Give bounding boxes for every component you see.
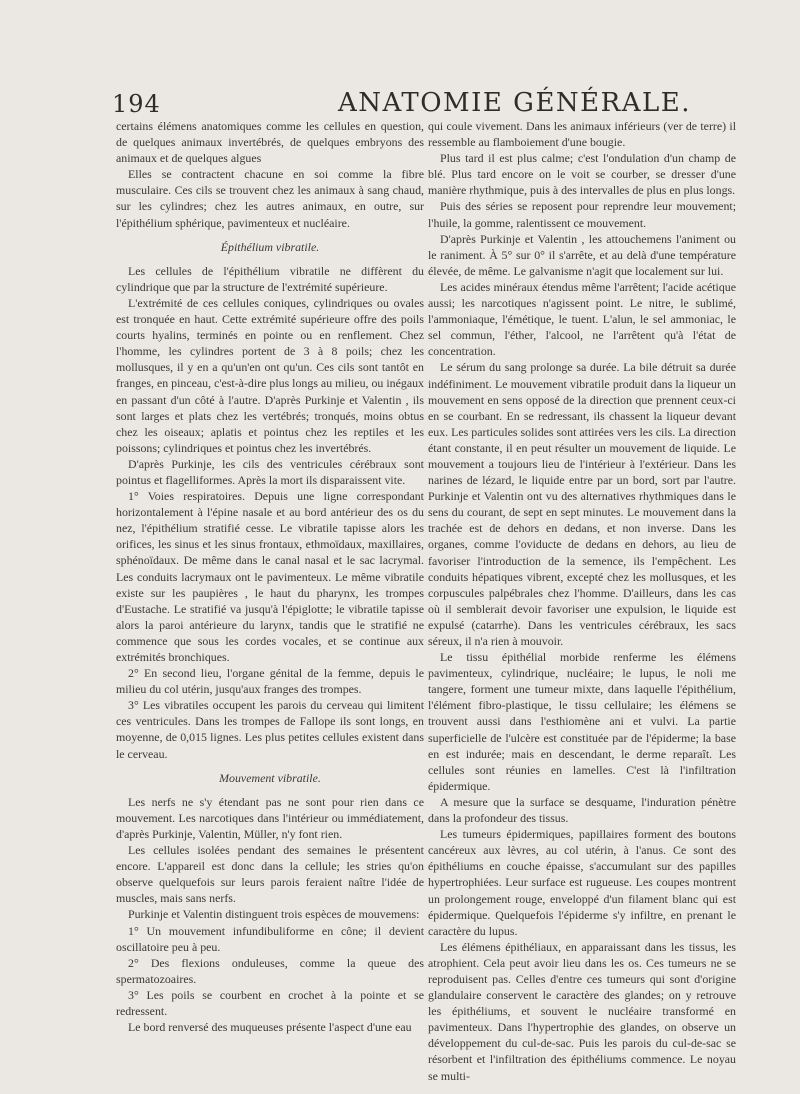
paragraph: 1° Un mouvement infundibuliforme en cône; il devient oscillatoire peu à peu. [116,923,424,954]
paragraph: Elles se contractent chacune en soi comme la fibre musculaire. Ces cils se trouvent chez les animaux à sang chaud, sur les cylindres; chez les autres animaux, en outre, sur l'épithélium sphérique, pavimenteux et nucléaire. [116,167,424,230]
paragraph: Le bord renversé des muqueuses présente l'aspect d'une eau [128,1020,412,1035]
paragraph: D'après Purkinje, les cils des ventricules cérébraux sont pointus et flagelliformes. Après la mort ils disparaissent vite. [116,456,424,487]
running-title: ANATOMIE GÉNÉRALE. [338,88,692,118]
page-number: 194 [112,90,161,118]
paragraph: 3° Les vibratiles occupent les parois du cerveau qui limitent ces ventricules. Dans les trompes de Fallope ils sont longs, en moyenne, de 0,015 lignes. Les plus petites cellules existent dans le cerveau. [116,698,424,761]
paragraph: Les acides minéraux étendus même l'arrêtent; l'acide acétique aussi; les narcotiques n'agissent point. Le nitre, le sublimé, l'ammoniaque, l'émétique, le tuent. L'alun, le sel ammoniac, le sel commun, l'éther, l'alcool, ne l'arrêtent qu'à l'état de concentration. [428,279,736,359]
section-heading: Épithélium vibratile. [220,239,320,254]
right-column [428,118,736,1084]
paragraph: Les tumeurs épidermiques, papillaires forment des boutons cancéreux aux lèvres, au col utérin, à l'anus. Ce sont des épithéliums en couche épaisse, s'accumulant sur des papilles hypertrophiées. Leur surface est rugueuse. Les coupes montrent un prolongement rouge, enveloppé d'un filament blanc qui est épidermique. Quelquefois l'épiderme s'y infiltre, en prenant le caractère du lupus. [428,827,736,938]
paragraph: Les élémens épithéliaux, en apparaissant dans les tissus, les atrophient. Cela peut avoir lieu dans les os. Ces tumeurs ne se reproduisent pas. Celles d'entre ces tumeurs qui sont d'origine glandulaire conservent le caractère des glandes; on y retrouve les épithéliums, et souvent le nucléaire transformé en pavimenteux. Dans l'hypertrophie des glandes, on observe un développement du cul-de-sac. Puis les parois du cul-de-sac se résorbent et l'infiltration des épithéliums commence. Le noyau se multi- [428,939,736,1083]
paragraph: Les cellules de l'épithélium vibratile ne diffèrent du cylindrique que par la structure de l'extrémité supérieure. [116,263,424,294]
paragraph: Les nerfs ne s'y étendant pas ne sont pour rien dans ce mouvement. Les narcotiques dans l'intérieur ou immédiatement, d'après Purkinje, Valentin, Müller, n'y font rien. [116,794,424,841]
paragraph: 3° Les poils se courbent en crochet à la pointe et se redressent. [116,987,424,1018]
paragraph: Le tissu épithélial morbide renferme les élémens pavimenteux, cylindrique, nucléaire; le lupus, le noli me tangere, forment une tumeur mixte, dans laquelle l'épithélium, l'élément fibro-plastique, le tissu cellulaire; les élémens se trouvent aussi dans l'esthiomène ani et vulvi. La partie superficielle de l'ulcère est constituée par de l'épiderme; la base en est indurée; mais en descendant, le derme reparaît. Les cellules sont réunies en lamelles. C'est là l'infiltration épidermique. [428,650,736,793]
paragraph: Le sérum du sang prolonge sa durée. La bile détruit sa durée indéfiniment. Le mouvement vibratile produit dans la liqueur un mouvement en sens opposé de la direction que prennent ceux-ci en se courbant. En se redressant, ils chassent la liqueur devant eux. Les particules solides sont attirées vers les cils. La direction étant constante, il en peut résulter un mouvement de liquide. Le mouvement a toujours lieu de l'intérieur à l'extérieur. Dans les narines de lézard, le liquide entre par un bord, sort par l'autre. Purkinje et Valentin ont vu des alternatives rhythmiques dans le sens du courant, de sept en sept minutes. Le mouvement dans la trachée est de dehors en dedans, et non inverse. Dans les organes, comme l'oviducte de dedans en dehors, au lieu de favoriser l'introduction de la semence, ils l'empêchent. Les conduits hépatiques vibrent, excepté chez les mollusques, et les corpuscules palpébrales chez l'homme. D'ailleurs, dans les cas où il semblerait devoir favoriser une expulsion, le liquide est expulsé (catarrhe). Dans les ventricules cérébraux, les sacs séreux, il n'a rien à mouvoir. [428,360,736,648]
paragraph: 1° Voies respiratoires. Depuis une ligne correspondant horizontalement à l'épine nasale et au bord antérieur des os du nez, l'épithélium stratifié cesse. Le vibratile tapisse alors les orifices, les sinus et les sinus frontaux, ethmoïdaux, maxillaires, sphénoïdaux. De même dans le canal nasal et le sac lacrymal. Les conduits lacrymaux ont le pavimenteux. Le même vibratile existe sur les paupières , le haut du pharynx, les trompes d'Eustache. Le stratifié va jusqu'à l'épiglotte; le vibratile tapisse alors la paroi antérieure du larynx, tandis que le stratifié ne commence que sous les cordes vocales, et se continue aux extrémités bronchiques. [116,489,424,664]
paragraph: 2° En second lieu, l'organe génital de la femme, depuis le milieu du col utérin, jusqu'aux franges des trompes. [116,666,424,697]
paragraph: 2° Des flexions onduleuses, comme la queue des spermatozoaires. [116,955,424,986]
page-header [110,88,710,118]
section-heading: Mouvement vibratile. [219,770,321,785]
paragraph: qui coule vivement. Dans les animaux inférieurs (ver de terre) il ressemble au flamboiement d'une bougie. [428,119,736,150]
paragraph: Purkinje et Valentin distinguent trois espèces de mouvemens: [128,907,420,922]
paragraph: D'après Purkinje et Valentin , les attouchemens l'animent ou le raniment. À 5° sur 0° il s'arrête, et au delà d'une température élevée, de même. Le galvanisme n'agit que localement sur lui. [428,231,736,278]
left-column [116,118,424,1035]
paragraph: A mesure que la surface se desquame, l'induration pénètre dans la profondeur des tissus. [428,794,736,826]
paragraph: Puis des séries se reposent pour reprendre leur mouvement; l'huile, la gomme, ralentissent ce mouvement. [428,199,736,230]
paragraph: L'extrémité de ces cellules coniques, cylindriques ou ovales est tronquée en haut. Cette extrémité supérieure offre des poils courts hyalins, terminés en pointe ou en renflement. Chez l'homme, les cylindres portent de 3 à 8 poils; chez les mollusques, il y en a qu'un'en ont qu'un. Ces cils sont tantôt en franges, en pinceau, c'est-à-dire plus longs au milieu, ou inégaux en passant d'un côté à l'autre. D'après Purkinje et Valentin , ils sont larges et plats chez les vertébrés; tronqués, moins obtus chez les oiseaux; aplatis et pointus chez les reptiles et les poissons; cylindriques et pointus chez les invertébrés. [116,295,424,455]
paragraph: Plus tard il est plus calme; c'est l'ondulation d'un champ de blé. Plus tard encore on le voit se courber, se dresser d'une manière rhythmique, puis à des intervalles de plus en plus longs. [428,151,736,198]
paragraph: certains élémens anatomiques comme les cellules en question, de quelques animaux invertébrés, de quelques embryons des animaux et de quelques algues [116,119,424,166]
paragraph: Les cellules isolées pendant des semaines le présentent encore. L'appareil est donc dans la cellule; les stries qu'on observe quelquefois sur leurs parois feraient naître l'idée de muscles, mais sans nerfs. [116,843,424,906]
